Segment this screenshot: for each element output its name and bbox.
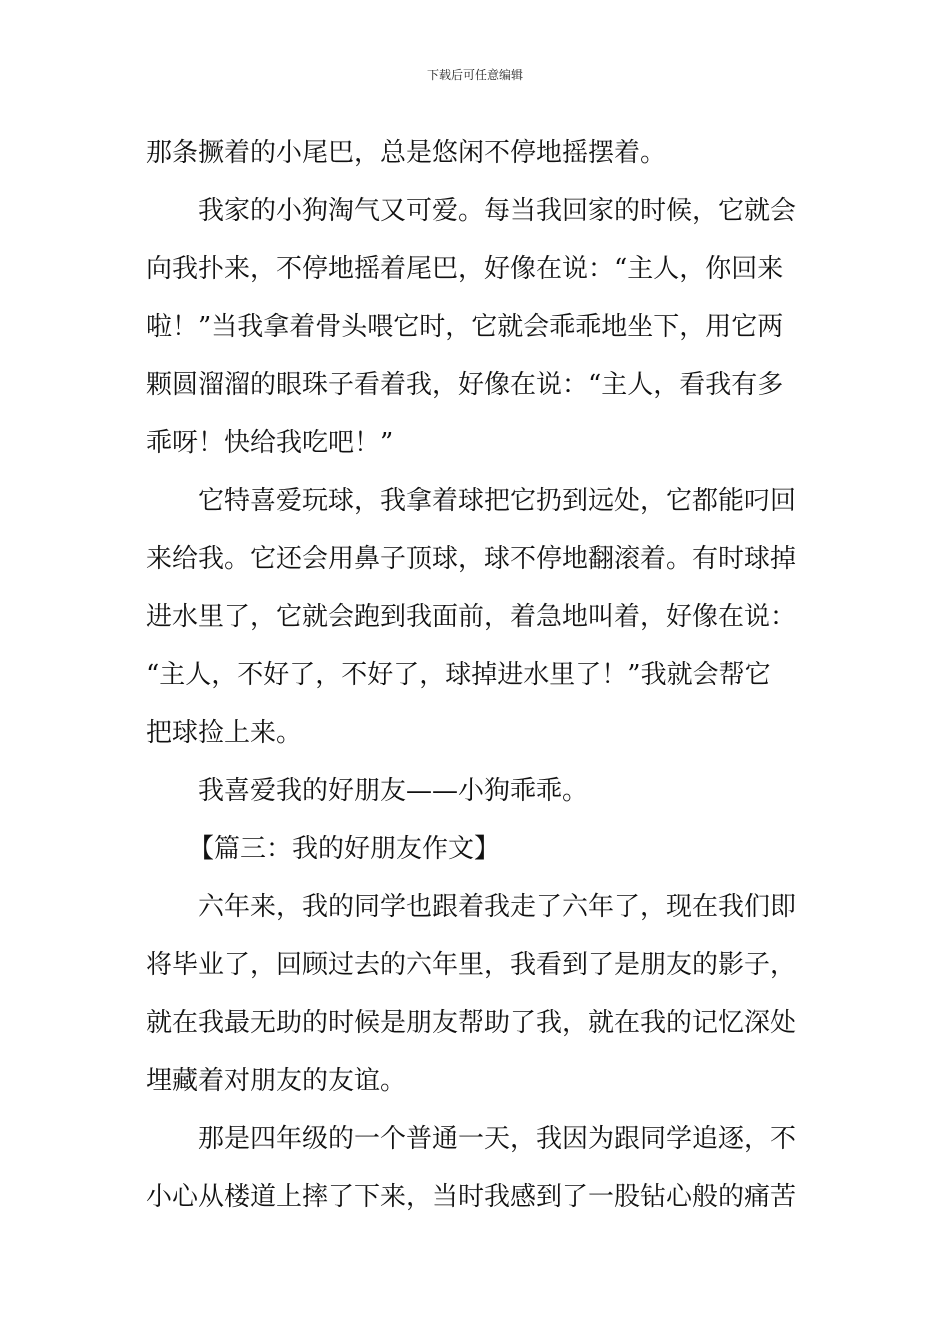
text-line: 进水里了，它就会跑到我面前，着急地叫着，好像在说： (146, 602, 797, 632)
text-line: 埋藏着对朋友的友谊。 (146, 1066, 407, 1096)
text-line: 那条撅着的小尾巴，总是悠闲不停地摇摆着。 (146, 138, 667, 168)
text-line: 它特喜爱玩球，我拿着球把它扔到远处，它都能叼回 (198, 486, 797, 516)
text-line: 我家的小狗淘气又可爱。每当我回家的时候，它就会 (198, 196, 797, 226)
text-line: 六年来，我的同学也跟着我走了六年了，现在我们即 (198, 892, 797, 922)
text-line: 小心从楼道上摔了下来，当时我感到了一股钻心般的痛苦 (146, 1182, 797, 1212)
text-line: 那是四年级的一个普通一天，我因为跟同学追逐，不 (198, 1124, 797, 1154)
section-heading: 【篇三：我的好朋友作文】 (188, 834, 501, 864)
text-line: “主人，不好了，不好了，球掉进水里了！”我就会帮它 (146, 660, 771, 690)
document-body (146, 124, 810, 1226)
page-header: 下载后可任意编辑 (426, 68, 523, 82)
text-line: 乖呀！快给我吃吧！” (146, 428, 394, 458)
text-line: 把球捡上来。 (146, 718, 303, 748)
text-line: 向我扑来，不停地摇着尾巴，好像在说：“主人，你回来 (146, 254, 784, 284)
text-line: 就在我最无助的时候是朋友帮助了我，就在我的记忆深处 (146, 1008, 797, 1038)
text-line: 啦！”当我拿着骨头喂它时，它就会乖乖地坐下，用它两 (146, 312, 784, 342)
text-line: 我喜爱我的好朋友——小狗乖乖。 (198, 776, 589, 806)
text-line: 将毕业了，回顾过去的六年里，我看到了是朋友的影子， (146, 950, 797, 980)
text-line: 颗圆溜溜的眼珠子看着我，好像在说：“主人，看我有多 (146, 370, 784, 400)
text-line: 来给我。它还会用鼻子顶球，球不停地翻滚着。有时球掉 (146, 544, 797, 574)
